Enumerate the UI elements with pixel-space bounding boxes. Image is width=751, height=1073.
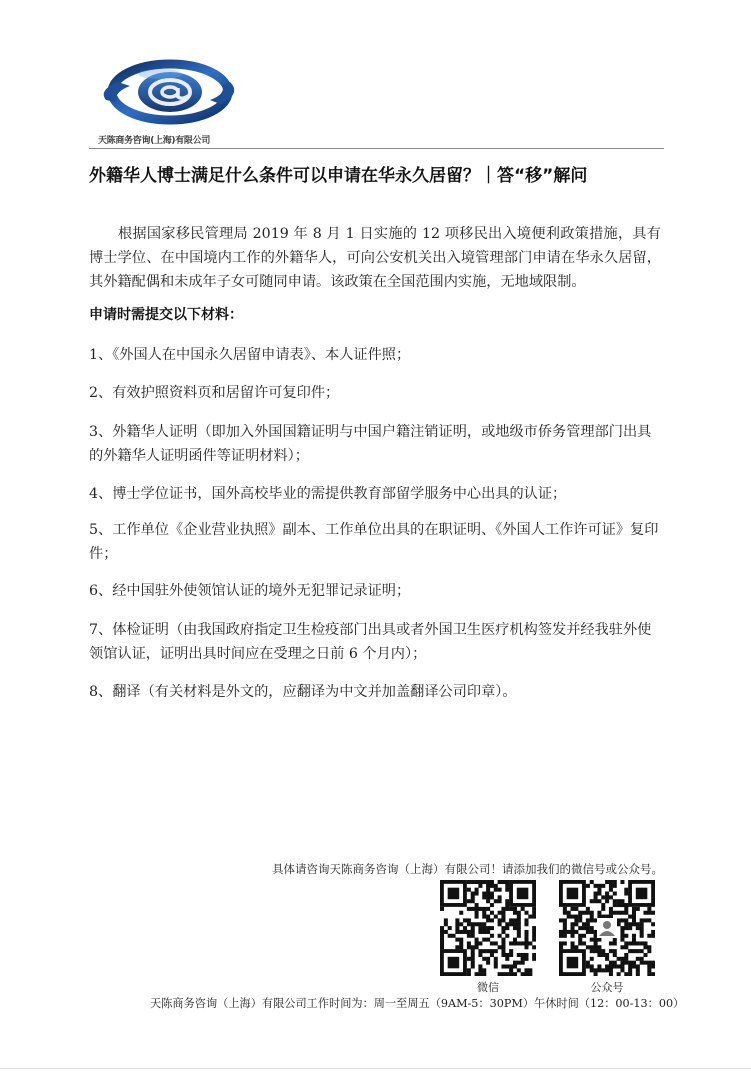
material-item-5: 5、工作单位《企业营业执照》副本、工作单位出具的在职证明、《外国人工作许可证》复印件； <box>89 522 659 562</box>
company-name-small: 天陈商务咨询(上海)有限公司 <box>98 136 211 146</box>
material-item-3: 3、外籍华人证明（即加入外国国籍证明与中国户籍注销证明，或地级市侨务管理部门出具的外籍华人证明函件等证明材料）； <box>89 424 652 464</box>
page-title: 外籍华人博士满足什么条件可以申请在华永久居留？｜答“移”解问 <box>89 166 588 186</box>
official-account-qr-code-icon <box>559 880 655 976</box>
header-divider <box>89 148 664 149</box>
material-item-1: 1、《外国人在中国永久居留申请表》、本人证件照； <box>89 347 411 363</box>
materials-heading: 申请时需提交以下材料： <box>89 307 243 323</box>
official-account-qr-label: 公众号 <box>590 981 624 994</box>
wechat-qr-label: 微信 <box>477 981 499 994</box>
material-item-2: 2、有效护照资料页和居留许可复印件； <box>89 385 340 401</box>
material-item-7: 7、体检证明（由我国政府指定卫生检疫部门出具或者外国卫生医疗机构签发并经我驻外使领馆认证，证明出具时间应在受理之日前 6 个月内）； <box>89 622 652 662</box>
working-hours: 天陈商务咨询（上海）有限公司工作时间为：周一至周五（9AM-5：30PM）午休时间（12：00-13：00） <box>150 997 685 1010</box>
material-item-4: 4、博士学位证书，国外高校毕业的需提供教育部留学服务中心出具的认证； <box>89 486 567 502</box>
contact-note: 具体请咨询天陈商务咨询（上海）有限公司！请添加我们的微信号或公众号。 <box>272 862 663 876</box>
wechat-qr-code-icon <box>440 880 536 976</box>
material-item-8: 8、翻译（有关材料是外文的，应翻译为中文并加盖翻译公司印章）。 <box>89 684 517 700</box>
intro-paragraph: 根据国家移民管理局 2019 年 8 月 1 日实施的 12 项移民出入境便利政策措施，具有博士学位、在中国境内工作的外籍华人，可向公安机关出入境管理部门申请在华永久居留，其外籍配偶和未成年子女可随同申请。该政策在全国范围内实施，无地域限制。 <box>89 226 661 290</box>
page-bottom-edge <box>0 1068 751 1069</box>
material-item-6: 6、经中国驻外使领馆认证的境外无犯罪记录证明； <box>89 583 411 599</box>
